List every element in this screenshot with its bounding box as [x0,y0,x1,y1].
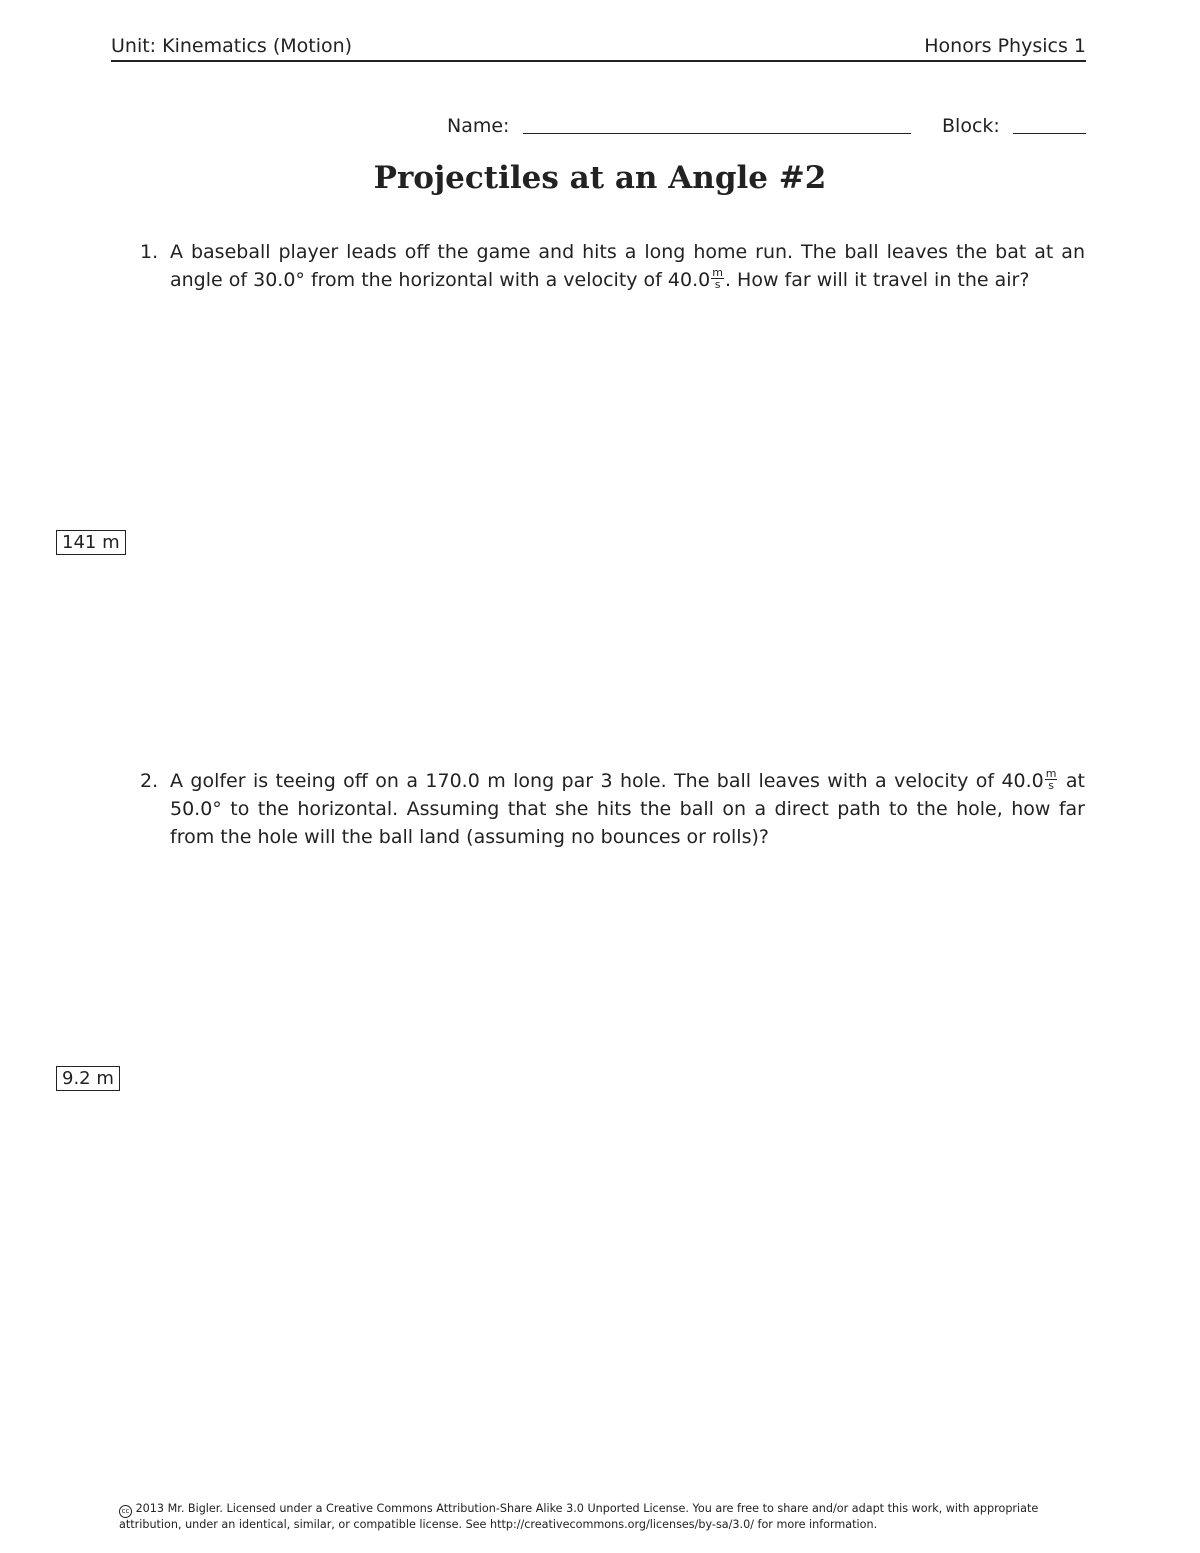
creative-commons-icon: cc [119,1505,132,1518]
answer-box-2: 9.2 m [56,1066,120,1091]
worksheet-title: Projectiles at an Angle #2 [373,160,827,196]
license-footer [119,1502,1079,1532]
unit-fraction: $\frac{m}{s}$ [712,266,723,291]
name-block-row [447,113,1087,143]
page-header [111,30,1086,62]
name-blank-line[interactable] [523,133,911,134]
question-number: 1. [140,241,159,263]
block-blank-line[interactable] [1013,133,1086,134]
question-text: A golfer is teeing off on a 170.0 m long par 3 hole. The ball leaves with a velocity of 40.0 $\frac{m}{s}$ at 50.0° to the horizontal. Assuming that she hits the ball on a direct path to the hole, how far from the hole will the ball land (assuming no bounces or rolls)? [170,767,1085,848]
block-label: Block: [942,115,1000,137]
question-1 [140,238,1085,328]
unit-label: Unit: Kinematics (Motion) [111,35,353,57]
course-label: Honors Physics 1 [924,35,1086,57]
license-text: 2013 Mr. Bigler. Licensed under a Creative Commons Attribution-Share Alike 3.0 Unported License. You are free to share and/or adapt this work, with appropriate attribution, under an identical, similar, or compatible license. See http://creativecommons.org/licenses/by-sa/3.0/ for more information. [119,1502,1039,1531]
question-2 [140,767,1085,857]
unit-fraction: $\frac{m}{s}$ [1045,767,1057,792]
question-text: A baseball player leads off the game and hits a long home run. The ball leaves the bat at an angle of 30.0° from the horizontal with a velocity of 40.0 $\frac{m}{s}$ . How far will it travel in the air? [170,241,1085,291]
answer-box-1: 141 m [56,530,126,555]
question-number: 2. [140,770,159,792]
name-label: Name: [447,115,510,137]
